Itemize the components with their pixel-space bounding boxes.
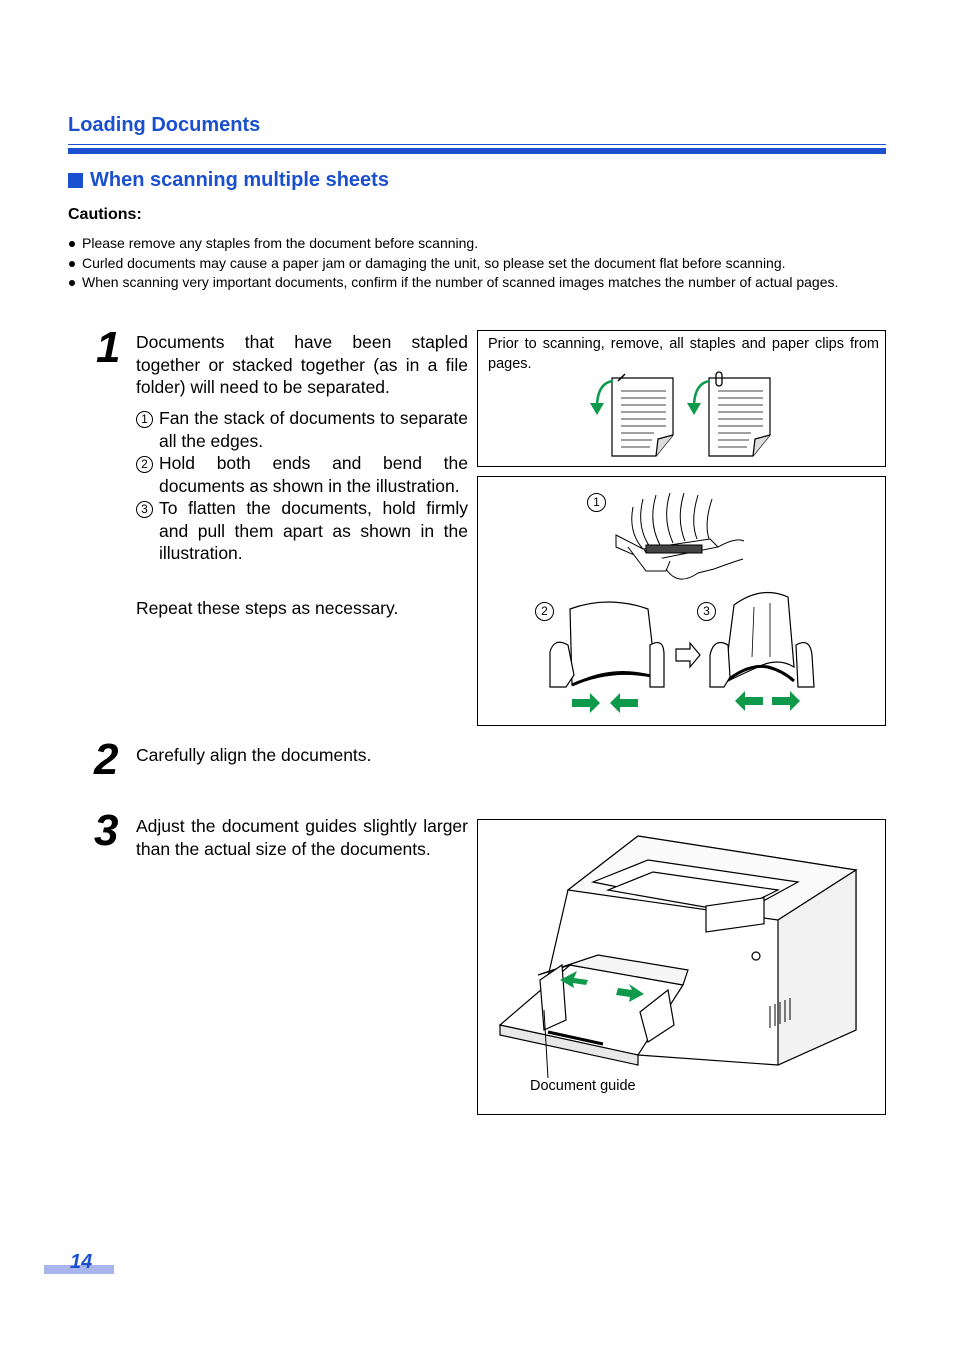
subsection-title <box>68 169 389 192</box>
staples-note-text: Prior to scanning, remove, all staples and paper clips from pages. <box>488 336 879 372</box>
step-1-number: 1 <box>96 323 121 372</box>
stapled-page-icon <box>612 374 673 456</box>
circled-number: 3 <box>136 501 153 518</box>
figure-label-1: 1 <box>587 493 606 512</box>
header-rule-thick <box>68 148 886 154</box>
bent-pages <box>550 602 664 687</box>
circled-number: 1 <box>136 411 153 428</box>
step-3-text: Adjust the document guides slightly larger than the actual size of the documents. <box>136 816 468 859</box>
green-arrows <box>572 691 800 713</box>
bullet-icon <box>69 241 75 247</box>
step-1-footer: Repeat these steps as necessary. <box>136 598 399 618</box>
figure-label-2: 2 <box>535 602 554 621</box>
step-3-number: 3 <box>94 806 119 855</box>
fanning-figure-box <box>477 476 886 726</box>
bullet-icon <box>69 280 75 286</box>
clipped-page-icon <box>709 372 770 456</box>
substep-3: 3 To flatten the documents, hold firmly and pull them apart as shown in the illustration. <box>136 497 468 565</box>
subsection-title-text: When scanning multiple sheets <box>90 169 389 191</box>
fanned-stack <box>616 493 744 579</box>
circled-number: 2 <box>136 456 153 473</box>
header-rule-thin <box>68 144 886 145</box>
square-bullet-icon <box>68 173 83 188</box>
cautions-heading: Cautions: <box>68 206 142 223</box>
step-2-text: Carefully align the documents. <box>136 745 372 765</box>
scanner-illustration <box>478 820 885 1114</box>
section-title: Loading Documents <box>68 114 261 136</box>
scanner-figure-box <box>477 819 886 1115</box>
flattened-pages <box>710 593 814 688</box>
step-1-text: Documents that have been stapled together or stacked together (as in a file folder) will need to be separated. <box>136 332 468 397</box>
document-guide-label: Document guide <box>530 1078 636 1094</box>
step-2-number: 2 <box>94 735 119 784</box>
bullet-icon <box>69 261 75 267</box>
substep-2: 2 Hold both ends and bend the documents as shown in the illustration. <box>136 452 468 497</box>
substep-1: 1 Fan the stack of documents to separate all the edges. <box>136 407 468 452</box>
page-number: 14 <box>70 1251 93 1273</box>
cautions-list <box>68 234 890 293</box>
caution-item: Curled documents may cause a paper jam or damaging the unit, so please set the document flat before scanning. <box>68 254 890 274</box>
figure-label-3: 3 <box>697 602 716 621</box>
caution-item: Please remove any staples from the document before scanning. <box>68 234 890 254</box>
stapled-pages-illustration <box>478 331 885 466</box>
staples-note-box <box>477 330 886 467</box>
fanning-illustration <box>478 477 885 725</box>
step-1-substeps <box>136 407 468 565</box>
caution-item: When scanning very important documents, confirm if the number of scanned images matches the number of actual pages. <box>68 273 872 293</box>
